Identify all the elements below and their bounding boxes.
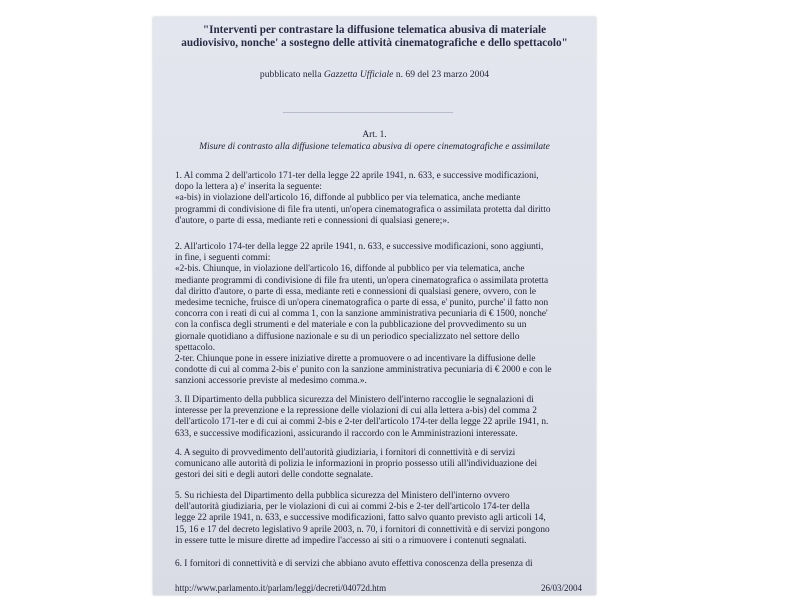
paragraph-line: sanzioni accessorie previste al medesimo comma.». (175, 376, 367, 387)
paragraph-2 (175, 242, 582, 388)
paragraph-line: in essere tutte le misure dirette ad impedire l'accesso ai siti o a rimuovere i contenuti segnalati. (175, 535, 527, 546)
paragraph-line: programmi di condivisione di file fra utenti, un'opera cinematografica o assimilata protetta dal diritto (175, 204, 551, 215)
title-line-2: audiovisivo, nonche' a sostegno delle attività cinematografiche e dello spettacolo" (181, 37, 568, 49)
paragraph-line: medesime tecniche, fruisce di un'opera cinematografica o parte di essa, e' punito, purche' il fatto non (175, 298, 549, 309)
paragraph-line: gestori dei siti e degli autori delle condotte segnalate. (175, 470, 374, 481)
paragraph-line: legge 22 aprile 1941, n. 633, e successive modificazioni, fatto salvo quanto previsto agli articoli 14, (175, 513, 546, 524)
document-title (167, 24, 582, 50)
paragraph-3 (175, 395, 582, 440)
paragraph-line: spettacolo. (175, 342, 216, 353)
paragraph-line: 633, e successive modificazioni, assicurando il raccordo con le Amministrazioni interessate. (175, 428, 518, 439)
paragraph-line: 6. I fornitori di connettività e di servizi che abbiano avuto effettiva conoscenza della presenza di (175, 559, 533, 569)
paragraph-6 (175, 559, 582, 570)
paragraph-line: comunicano alle autorità di polizia le informazioni in proprio possesso utili all'individuazione dei (175, 459, 538, 470)
publication-note (153, 69, 596, 80)
footer-date: 26/03/2004 (540, 583, 582, 593)
paragraph-line: dell'autorità giudiziaria, per le violazioni di cui ai commi 2-bis e 2-ter dell'articolo 174-ter della (175, 502, 530, 513)
gazette-name: Gazzetta Ufficiale (323, 69, 394, 80)
separator-line (283, 112, 453, 113)
article-subtitle: Misure di contrasto alla diffusione telematica abusiva di opere cinematografiche e assimilate (199, 142, 550, 152)
paragraph-1 (175, 171, 582, 227)
paragraph-line: 4. A seguito di provvedimento dell'autorità giudiziaria, i fornitori di connettività e di servizi (175, 448, 516, 458)
paragraph-line: interesse per la prevenzione e la repressione delle violazioni di cui alla lettera a-bis) del comma 2 (175, 406, 537, 417)
paragraph-line: dal diritto d'autore, o parte di essa, mediante reti e connessioni di qualsiasi genere, ovvero, con le (175, 286, 537, 297)
paragraph-line: 5. Su richiesta del Dipartimento della pubblica sicurezza del Ministero dell'interno ovvero (175, 491, 510, 501)
paragraph-line: «a-bis) in violazione dell'articolo 16, diffonde al pubblico per via telematica, anche mediante (175, 193, 521, 204)
paragraph-line: «2-bis. Chiunque, in violazione dell'articolo 16, diffonde al pubblico per via telematica, anche (175, 264, 525, 275)
article-number: Art. 1. (362, 130, 387, 140)
paragraph-line: d'autore, o parte di essa, mediante reti e connessioni di qualsiasi genere;». (175, 215, 450, 226)
paragraph-line: concorra con i reati di cui al comma 1, con la sanzione amministrativa pecuniaria di € 1500, nonche' (175, 309, 548, 320)
paragraph-line: 15, 16 e 17 del decreto legislativo 9 aprile 2003, n. 70, i fornitori di connettività e di servizi pongono (175, 524, 550, 535)
paragraph-line: mediante programmi di condivisione di file fra utenti, un'opera cinematografica o assimilata protetta (175, 275, 549, 286)
paragraph-line: 1. Al comma 2 dell'articolo 171-ter della legge 22 aprile 1941, n. 633, e successive modificazioni, (175, 171, 539, 181)
paragraph-line: 3. Il Dipartimento della pubblica sicurezza del Ministero dell'interno raccoglie le segnalazioni di (175, 395, 534, 405)
scanned-document-page (153, 17, 596, 595)
publication-suffix: n. 69 del 23 marzo 2004 (393, 69, 490, 80)
paragraph-line: dell'articolo 171-ter e di cui ai commi 2-bis e 2-ter dell'articolo 174-ter della legge 22 aprile 1941, n. (175, 417, 549, 428)
paragraph-line: in fine, i seguenti commi: (175, 253, 271, 264)
paragraph-line: con la confisca degli strumenti e del materiale e con la pubblicazione del provvedimento su un (175, 320, 527, 331)
paragraph-4 (175, 448, 582, 482)
paragraph-line: condotte di cui al comma 2-bis e' punito con la sanzione amministrativa pecuniaria di € 2000 e con le (175, 365, 552, 376)
paragraph-line: 2. All'articolo 174-ter della legge 22 aprile 1941, n. 633, e successive modificazioni, sono aggiunti, (175, 242, 544, 252)
paragraph-line: dopo la lettera a) e' inserita la seguente: (175, 182, 323, 193)
publication-prefix: pubblicato nella (259, 69, 324, 80)
paragraph-line: 2-ter. Chiunque pone in essere iniziative dirette a promuovere o ad incentivare la diffusione delle (175, 354, 536, 365)
paragraph-5 (175, 491, 582, 547)
paragraph-line: giornale quotidiano a diffusione nazionale e su di un periodico specializzato nel settore dello (175, 331, 520, 342)
source-url-link[interactable]: http://www.parlamento.it/parlam/leggi/decreti/04072d.htm (175, 583, 387, 593)
title-line-1: "Interventi per contrastare la diffusione telematica abusiva di materiale (202, 24, 547, 36)
